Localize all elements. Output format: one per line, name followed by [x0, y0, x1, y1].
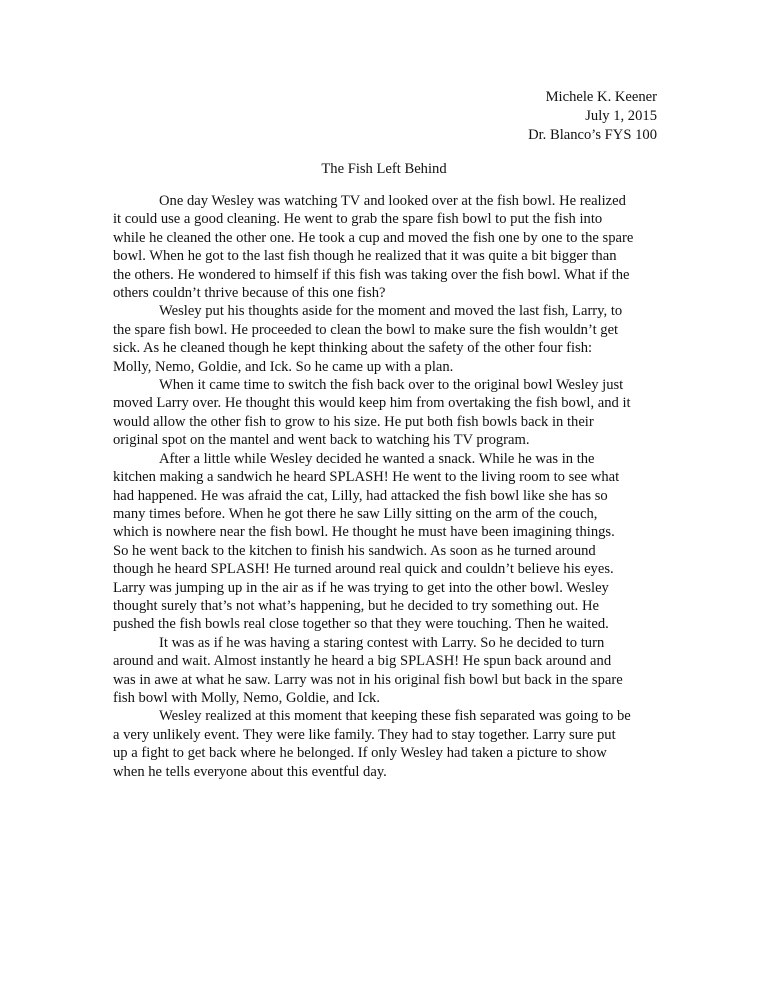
- paragraph-line: around and wait. Almost instantly he heard a big SPLASH! He spun back around and: [113, 653, 612, 670]
- course-name: Dr. Blanco’s FYS 100: [528, 127, 657, 144]
- paragraph-line: bowl. When he got to the last fish though he realized that it was quite a bit bigger than: [113, 248, 617, 265]
- header-block: [528, 88, 657, 146]
- paragraph-line: Wesley realized at this moment that keeping these fish separated was going to be: [159, 708, 631, 725]
- paragraph-line: pushed the fish bowls real close together so that they were touching. Then he waited.: [113, 616, 609, 633]
- paragraph-line: original spot on the mantel and went back to watching his TV program.: [113, 432, 530, 449]
- paragraph-line: fish bowl with Molly, Nemo, Goldie, and Ick.: [113, 689, 380, 706]
- paragraph-line: it could use a good cleaning. He went to grab the spare fish bowl to put the fish into: [113, 211, 603, 228]
- story-title: The Fish Left Behind: [321, 161, 447, 177]
- paragraph-line: thought surely that’s not what’s happening, but he decided to try something out. He: [113, 597, 599, 614]
- paragraph-line: would allow the other fish to grow to his size. He put both fish bowls back in their: [113, 413, 594, 430]
- paragraph-line: others couldn’t thrive because of this one fish?: [113, 285, 386, 302]
- paragraph-line: kitchen making a sandwich he heard SPLASH! He went to the living room to see what: [113, 469, 620, 486]
- paragraph-line: Molly, Nemo, Goldie, and Ick. So he came up with a plan.: [113, 358, 454, 375]
- paragraph-line: a very unlikely event. They were like family. They had to stay together. Larry sure put: [113, 726, 616, 743]
- story-paragraph: [113, 376, 658, 450]
- story-paragraph: [113, 450, 658, 634]
- story-paragraph: [113, 302, 658, 376]
- story-paragraph: [113, 634, 658, 708]
- paragraph-line: the others. He wondered to himself if this fish was taking over the fish bowl. What if the: [113, 266, 630, 283]
- paragraph-line: many times before. When he got there he saw Lilly sitting on the arm of the couch,: [113, 505, 598, 522]
- paragraph-line: when he tells everyone about this eventful day.: [113, 763, 387, 780]
- author-name: Michele K. Keener: [545, 89, 657, 105]
- story-body: [113, 192, 658, 781]
- paragraph-line: Wesley put his thoughts aside for the moment and moved the last fish, Larry, to: [159, 303, 623, 320]
- paragraph-line: One day Wesley was watching TV and looked over at the fish bowl. He realized: [159, 193, 626, 209]
- paragraph-line: When it came time to switch the fish back over to the original bowl Wesley just: [159, 377, 624, 394]
- paragraph-line: So he went back to the kitchen to finish his sandwich. As soon as he turned around: [113, 542, 596, 559]
- paragraph-line: It was as if he was having a staring contest with Larry. So he decided to turn: [159, 634, 605, 651]
- paragraph-line: while he cleaned the other one. He took a cup and moved the fish one by one to the spare: [113, 229, 634, 246]
- paragraph-line: though he heard SPLASH! He turned around real quick and couldn’t believe his eyes.: [113, 561, 614, 578]
- document-date: July 1, 2015: [585, 108, 657, 125]
- paragraph-line: Larry was jumping up in the air as if he was trying to get into the other bowl. Wesley: [113, 579, 609, 596]
- paragraph-line: which is nowhere near the fish bowl. He thought he must have been imagining things.: [113, 524, 615, 541]
- paragraph-line: up a fight to get back where he belonged. If only Wesley had taken a picture to show: [113, 745, 607, 762]
- story-paragraph: [113, 192, 658, 302]
- paragraph-line: had happened. He was afraid the cat, Lilly, had attacked the fish bowl like she has so: [113, 487, 608, 504]
- paragraph-line: moved Larry over. He thought this would keep him from overtaking the fish bowl, and it: [113, 395, 631, 412]
- paragraph-line: was in awe at what he saw. Larry was not in his original fish bowl but back in the spare: [113, 671, 623, 688]
- paragraph-line: the spare fish bowl. He proceeded to clean the bowl to make sure the fish wouldn’t get: [113, 321, 619, 338]
- story-paragraph: [113, 707, 658, 781]
- paragraph-line: sick. As he cleaned though he kept thinking about the safety of the other four fish:: [113, 340, 593, 357]
- paragraph-line: After a little while Wesley decided he wanted a snack. While he was in the: [159, 450, 595, 467]
